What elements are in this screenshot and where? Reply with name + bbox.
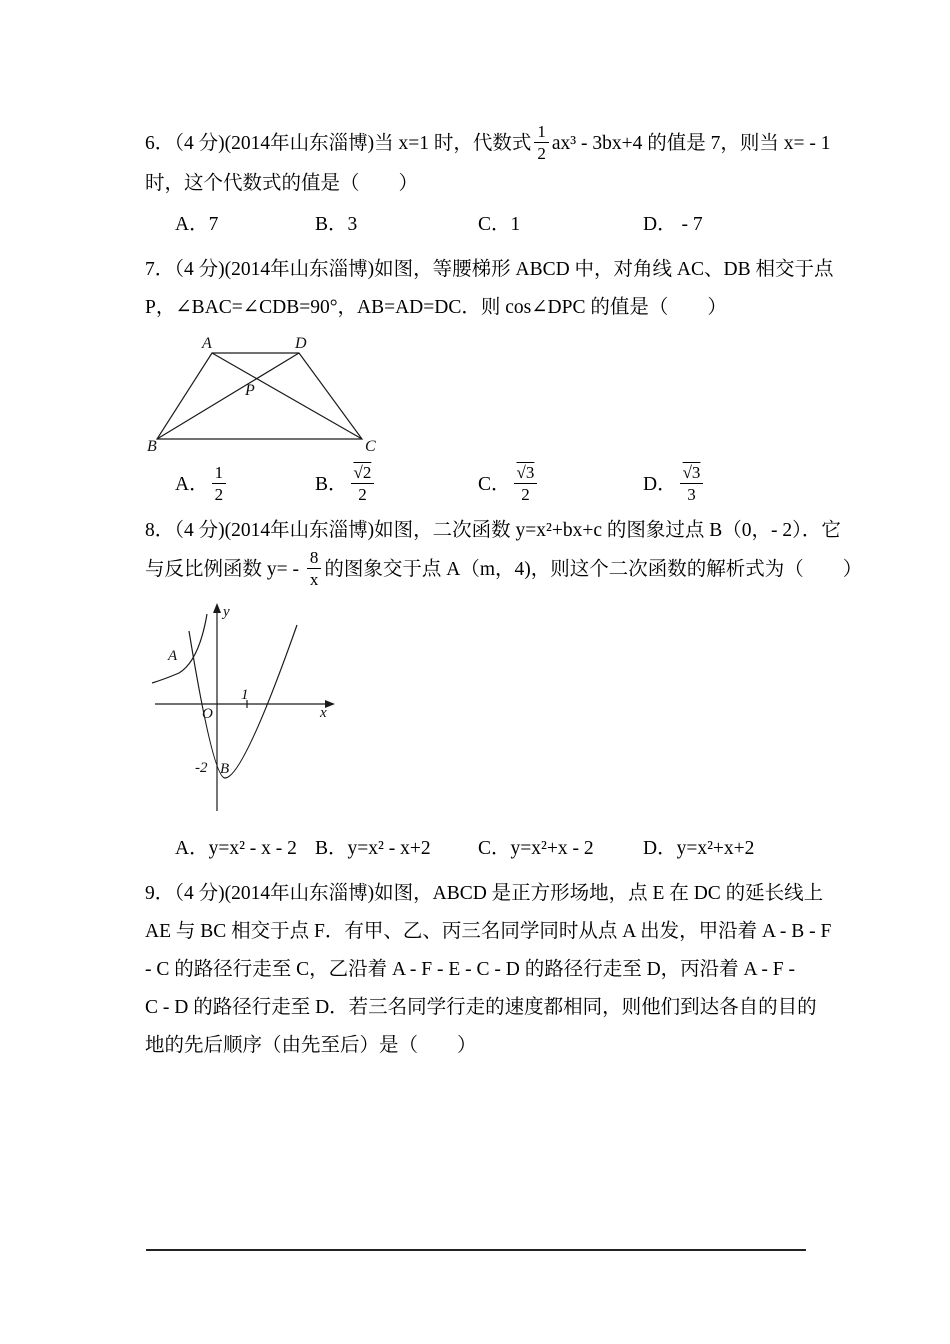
q8-option-c: C．y=x²+x - 2	[478, 838, 594, 860]
vertex-label-b: B	[147, 438, 157, 454]
q6-option-c: C．1	[478, 214, 521, 236]
fraction-denominator: 2	[521, 485, 530, 505]
q8-line-2	[145, 548, 863, 591]
fraction-one-half	[534, 122, 549, 163]
diagonal-bd	[157, 353, 299, 439]
x-axis-label: x	[320, 705, 327, 722]
vertex-label-d: D	[295, 335, 307, 353]
q8-option-d: D．y=x²+x+2	[643, 838, 755, 860]
question-7	[145, 251, 834, 506]
fraction	[514, 463, 538, 504]
fraction-8-over-x	[307, 548, 322, 589]
q7-line-1: 7．（4 分)(2014年山东淄博)如图，等腰梯形 ABCD 中，对角线 AC、DB 相交于点	[145, 259, 834, 281]
q8-options	[175, 829, 815, 869]
neg2-label: -2	[195, 760, 208, 777]
q7-option-b	[315, 465, 478, 506]
question-8	[145, 512, 863, 869]
point-b-label: B	[220, 761, 230, 778]
fraction-numerator: 1	[212, 463, 227, 484]
q9-line-3: - C 的路径行走至 C，乙沿着 A - F - E - C - D 的路径行走至 D，丙沿着 A - F -	[145, 959, 796, 981]
diagonal-ac	[212, 353, 362, 439]
origin-label: O	[202, 706, 213, 723]
question-9	[145, 875, 832, 1065]
q7-option-a	[175, 465, 315, 506]
q7-line-2: P，∠BAC=∠CDB=90°，AB=AD=DC．则 cos∠DPC 的值是（ ）	[145, 297, 727, 319]
parabola-graph-figure	[147, 599, 347, 817]
q6-option-d: D． - 7	[643, 214, 703, 236]
fraction-numerator: 8	[307, 548, 322, 569]
fraction	[680, 463, 704, 504]
q7-option-a-label: A．	[175, 474, 209, 496]
fraction-numerator: √3	[514, 463, 538, 484]
q8-option-a: A．y=x² - x - 2	[175, 838, 297, 860]
trapezoid-lines	[157, 353, 362, 439]
fraction-numerator: 1	[534, 122, 549, 143]
q7-option-c	[478, 465, 643, 506]
y-axis-arrow	[213, 603, 221, 613]
axis-arrows	[213, 603, 335, 708]
q7-options	[175, 465, 815, 506]
q9-line-2: AE 与 BC 相交于点 F．有甲、乙、丙三名同学同时从点 A 出发，甲沿着 A - B - F	[145, 921, 832, 943]
fraction	[351, 463, 375, 504]
q9-line-5: 地的先后顺序（由先至后）是（ ）	[145, 1035, 477, 1057]
trapezoid-outline	[157, 353, 362, 439]
q8-text-after-fraction: 的图象交于点 A（m，4)，则这个二次函数的解析式为（ ）	[324, 559, 863, 581]
q9-line-4: C - D 的路径行走至 D．若三名同学行走的速度都相同，则他们到达各自的目的	[145, 997, 817, 1019]
fraction	[212, 463, 227, 504]
fraction-denominator: 2	[358, 485, 367, 505]
tick-1-label: 1	[241, 687, 249, 704]
q6-options	[175, 205, 815, 245]
q7-option-c-label: C．	[478, 474, 511, 496]
q9-line-1: 9．（4 分)(2014年山东淄博)如图，ABCD 是正方形场地，点 E 在 DC 的延长线上	[145, 883, 824, 905]
q8-line-1: 8．（4 分)(2014年山东淄博)如图，二次函数 y=x²+bx+c 的图象过点 B（0，- 2）．它	[145, 520, 841, 542]
point-a-label: A	[168, 648, 178, 665]
footer-divider	[146, 1249, 806, 1251]
q8-option-b: B．y=x² - x+2	[315, 838, 431, 860]
axes	[152, 611, 329, 811]
trapezoid-figure	[147, 335, 382, 453]
hyperbola-curve	[152, 614, 207, 683]
q7-option-d	[643, 465, 815, 506]
fraction-numerator: √3	[680, 463, 704, 484]
y-axis-label: y	[223, 604, 230, 621]
q7-option-b-label: B．	[315, 474, 348, 496]
vertex-label-a: A	[202, 335, 212, 353]
q6-option-a: A．7	[175, 214, 219, 236]
fraction-denominator: 3	[687, 485, 696, 505]
q6-line-1	[145, 122, 831, 165]
fraction-denominator: 2	[537, 144, 546, 164]
question-6	[145, 122, 831, 245]
q6-line-2: 时，这个代数式的值是（ ）	[145, 173, 419, 195]
fraction-numerator: √2	[351, 463, 375, 484]
q7-option-d-label: D．	[643, 474, 677, 496]
q6-option-b: B．3	[315, 214, 358, 236]
q8-text-before-fraction: 与反比例函数 y= -	[145, 559, 304, 581]
q6-text-after-fraction: ax³ - 3bx+4 的值是 7，则当 x= - 1	[551, 133, 831, 154]
intersection-label-p: P	[245, 382, 255, 400]
q6-text-before-fraction: 6．（4 分)(2014年山东淄博)当 x=1 时，代数式	[145, 133, 532, 154]
document-content	[145, 122, 863, 1071]
fraction-denominator: x	[309, 570, 319, 590]
vertex-label-c: C	[365, 438, 376, 454]
fraction-denominator: 2	[214, 485, 224, 505]
